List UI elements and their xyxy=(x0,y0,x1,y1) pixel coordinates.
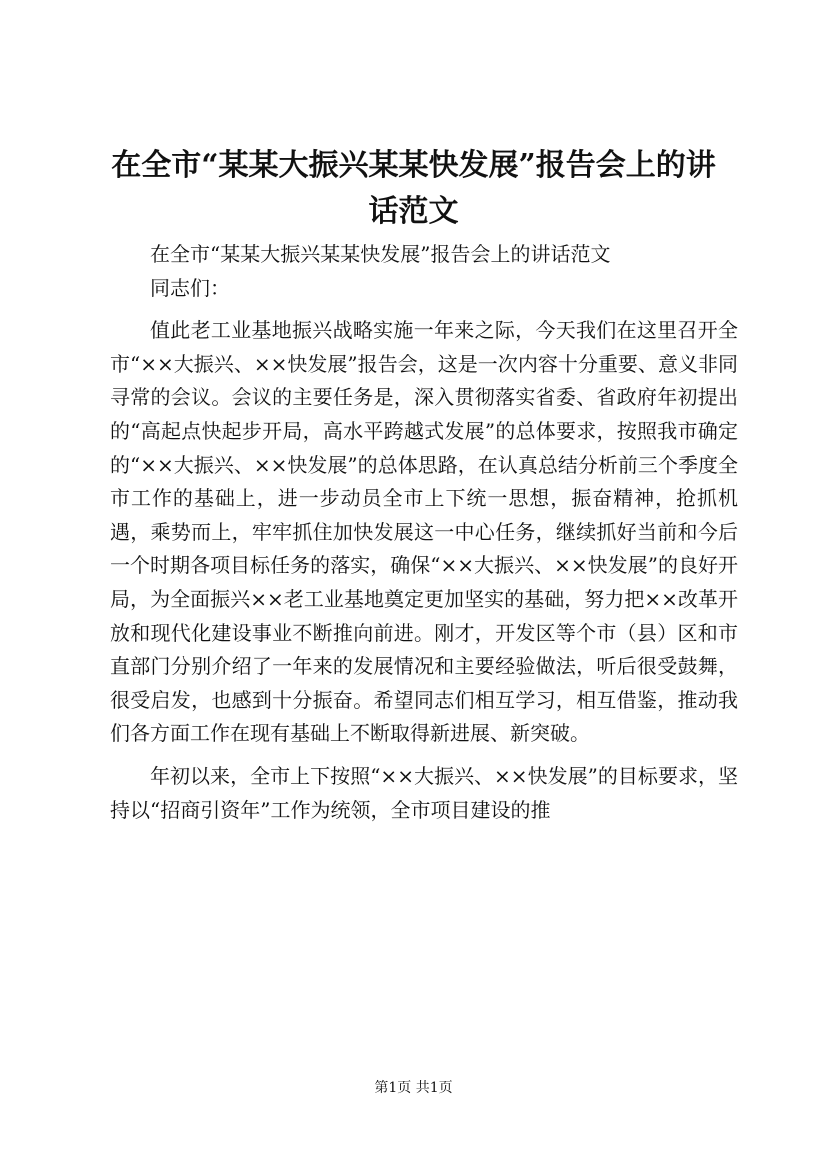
paragraph: 年初以来，全市上下按照“××大振兴、××快发展”的目标要求，坚持以“招商引资年”工作为统领，全市项目建设的推 xyxy=(110,763,738,822)
document-title: 在全市“某某大振兴某某快发展”报告会上的讲话范文 xyxy=(111,148,716,229)
salutation: 同志们： xyxy=(150,275,230,300)
paragraph: 值此老工业基地振兴战略实施一年来之际，今天我们在这里召开全市“××大振兴、××快发展”报告会，这是一次内容十分重要、意义非同寻常的会议。会议的主要任务是，深入贯彻落实省委、省政府年初提出的“高起点快起步开局，高水平跨越式发展”的总体要求，按照我市确定的“××大振兴、××快发展”的总体思路，在认真总结分析前三个季度全市工作的基础上，进一步动员全市上下统一思想，振奋精神，抢抓机遇，乘势而上，牢牢抓住加快发展这一中心任务，继续抓好当前和今后一个时期各项目标任务的落实，确保“××大振兴、××快发展”的良好开局，为全面振兴××老工业基地奠定更加坚实的基础，努力把××改革开放和现代化建设事业不断推向前进。刚才，开发区等个市（县）区和市直部门分别介绍了一年来的发展情况和主要经验做法，听后很受鼓舞，很受启发，也感到十分振奋。希望同志们相互学习，相互借鉴，推动我们各方面工作在现有基础上不断取得新进展、新突破。 xyxy=(110,318,738,746)
document-body xyxy=(110,238,738,827)
subtitle-line: 在全市“某某大振兴某某快发展”报告会上的讲话范文 xyxy=(150,242,611,266)
page-footer: 第1页 共1页 xyxy=(374,1080,453,1096)
